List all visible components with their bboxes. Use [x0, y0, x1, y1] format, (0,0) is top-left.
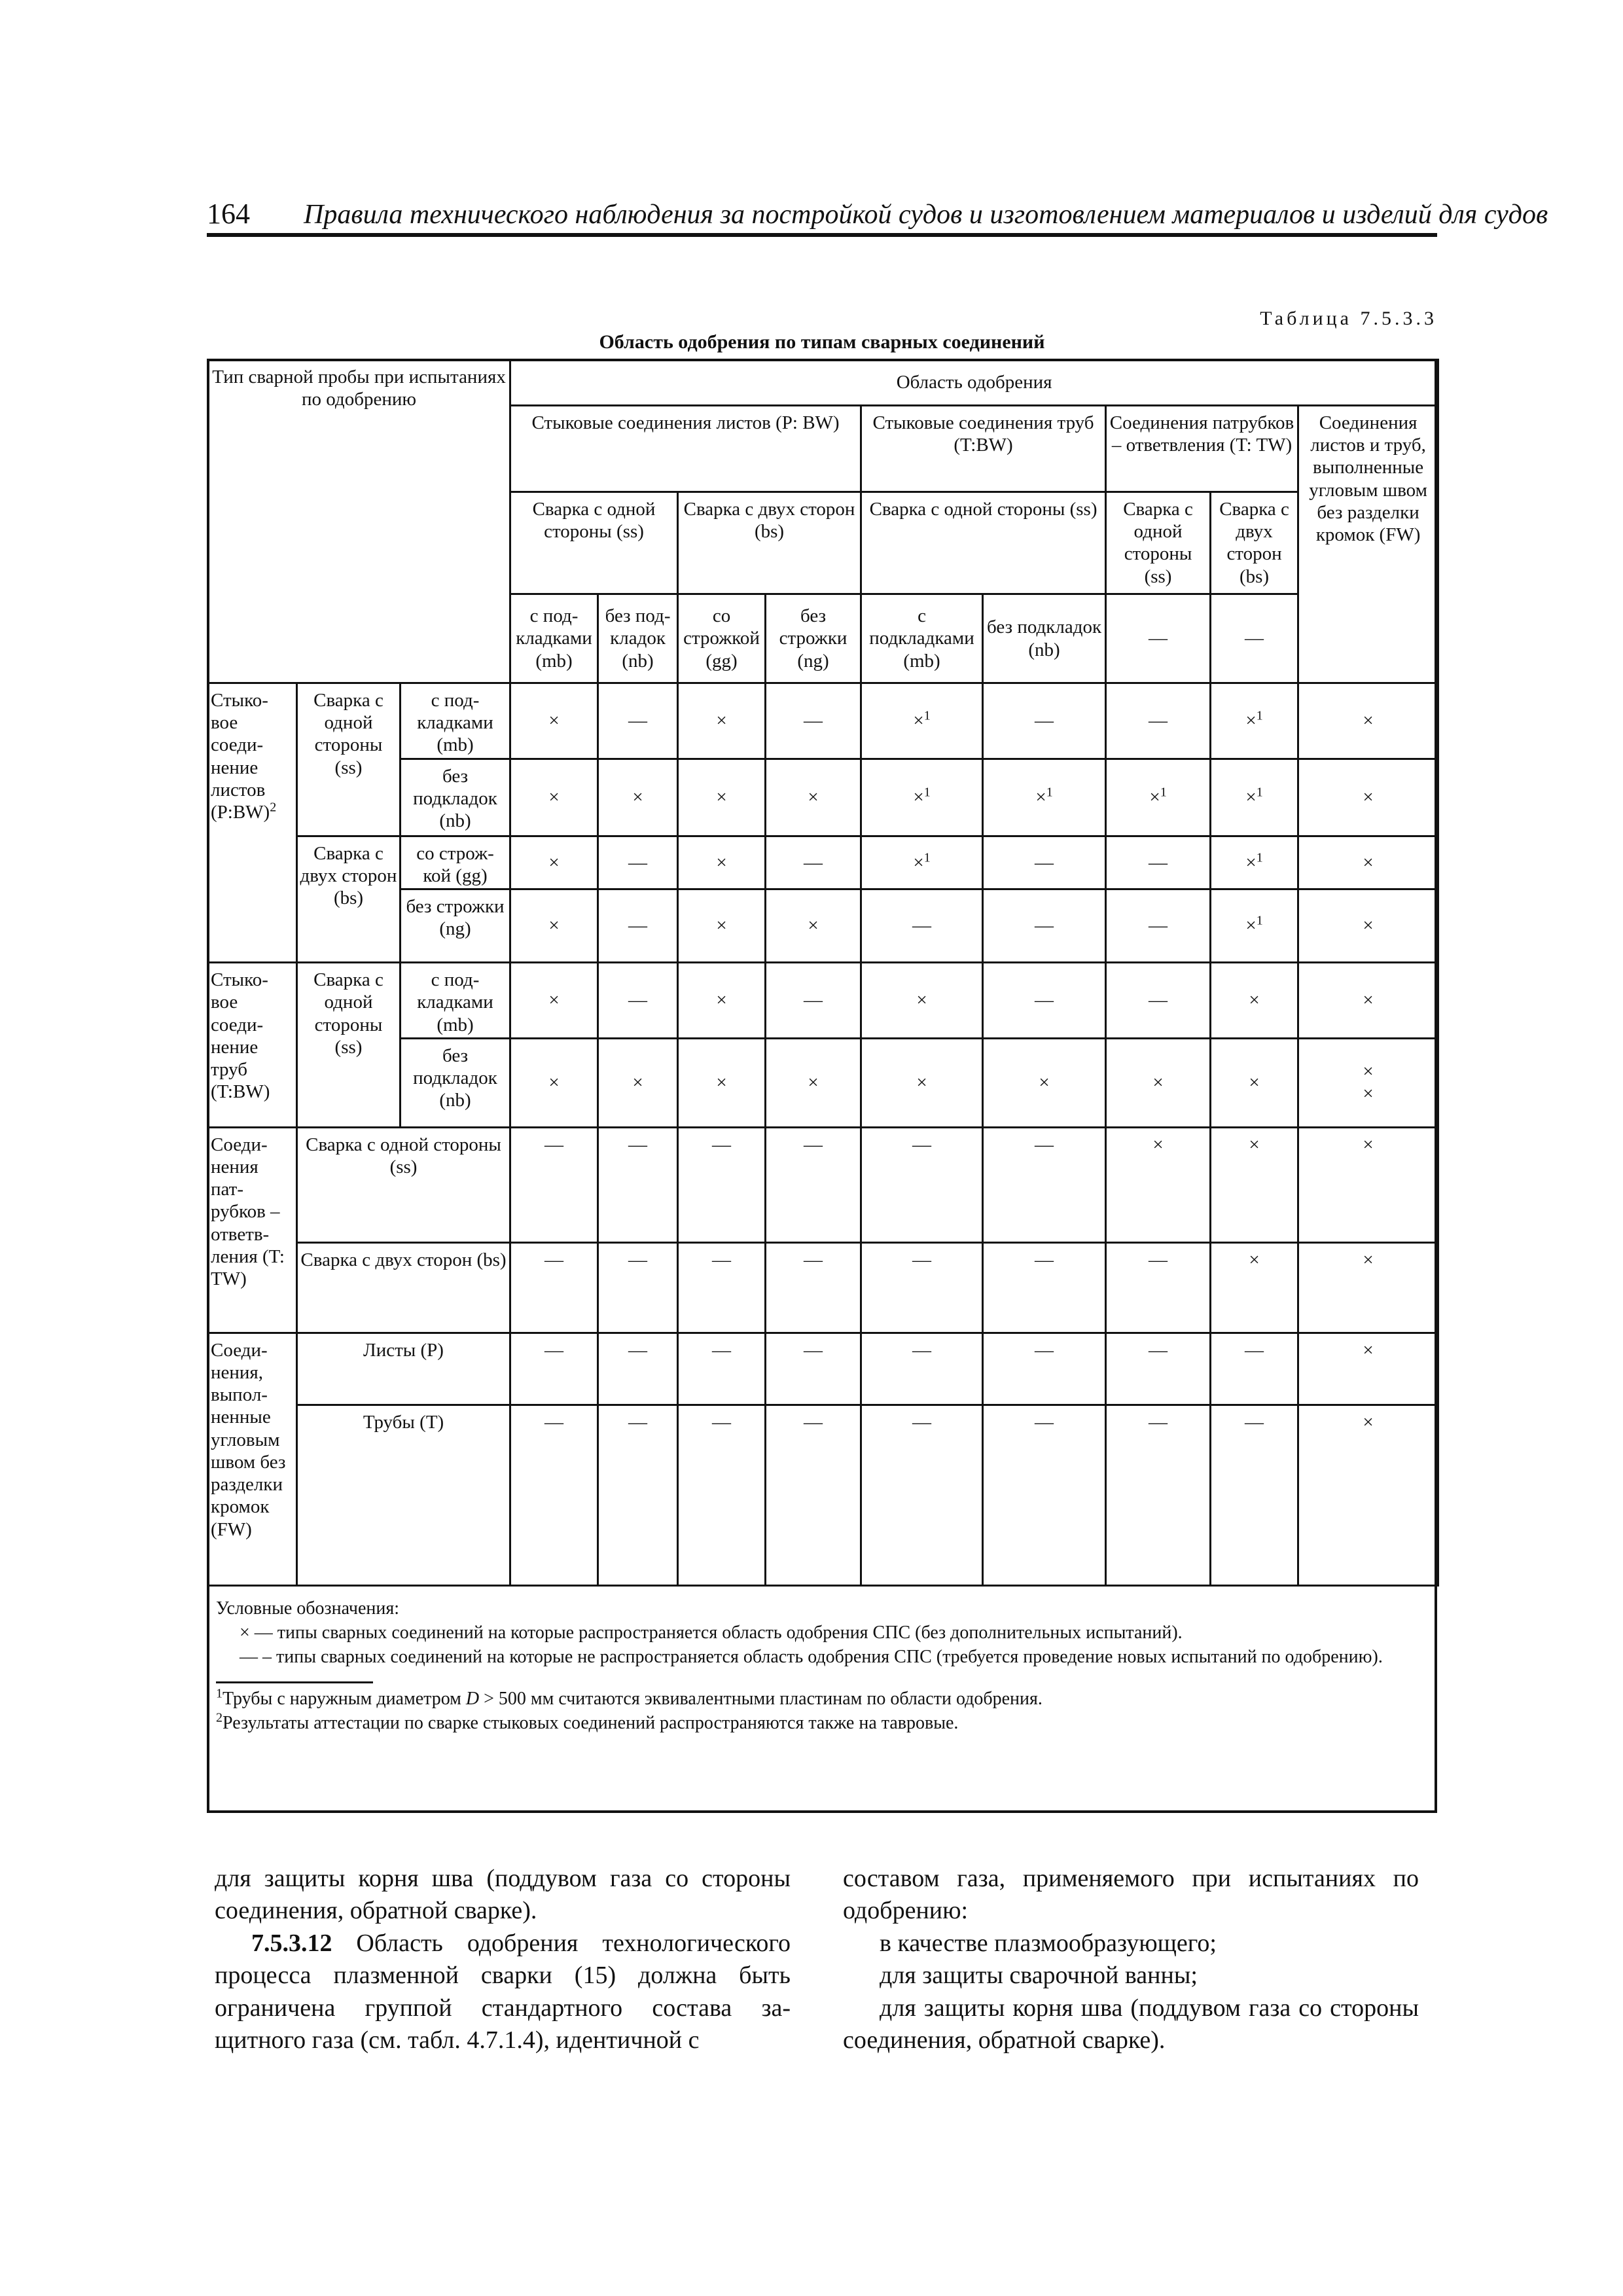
footnote-ref: 1 — [1160, 785, 1167, 800]
cell-mark: × — [632, 1072, 643, 1094]
table-cell — [766, 1038, 861, 1127]
cell-mark: × — [808, 787, 819, 808]
table-cell — [1106, 759, 1211, 836]
table-cell — [983, 963, 1106, 1039]
footnote-ref: 1 — [923, 708, 931, 723]
table-cell — [1298, 836, 1438, 889]
header-branch: Соединения патрубков – ответвления (T: TW) — [1106, 406, 1298, 492]
header-test-type: Тип сварной пробы при испытаниях по одобрению — [208, 360, 510, 683]
cell-mark: — — [1035, 1411, 1054, 1433]
cell-mark: × — [1363, 710, 1374, 732]
cell-mark: — — [1149, 710, 1168, 732]
header-ttw-bs-dash: — — [1211, 594, 1298, 683]
header-ss: Сварка с одной стороны (ss) — [510, 492, 678, 594]
table-cell — [861, 836, 983, 889]
table-cell — [678, 1405, 766, 1585]
cell-mark: × — [1249, 1249, 1260, 1270]
table-cell — [861, 1127, 983, 1242]
cell-mark: — — [804, 1339, 823, 1361]
table-cell — [598, 1127, 678, 1242]
sub-plates: Листы (P) — [297, 1333, 510, 1405]
table-cell — [510, 1405, 598, 1585]
table-cell — [861, 1038, 983, 1127]
footnote-rule — [216, 1681, 373, 1683]
cell-mark: — — [544, 1249, 564, 1270]
table-cell — [510, 889, 598, 963]
table-cell — [861, 889, 983, 963]
footnote-ref: 1 — [1256, 850, 1263, 865]
header-plate-butt: Стыковые соединения листов (P: BW) — [510, 406, 861, 492]
table-cell — [1298, 759, 1438, 836]
table-cell — [598, 759, 678, 836]
cell-mark: × — [1149, 787, 1160, 808]
cell-mark: × — [1363, 1061, 1374, 1083]
cell-mark: — — [804, 1411, 823, 1433]
table-cell — [1298, 889, 1438, 963]
cell-mark: — — [712, 1339, 732, 1361]
cell-mark: × — [1039, 1072, 1050, 1094]
table-cell — [983, 1333, 1106, 1405]
table-cell — [766, 1242, 861, 1333]
cell-mark: — — [1149, 915, 1168, 937]
sub-tnb: без подкладок (nb) — [401, 1038, 510, 1127]
header-tbw-ss: Сварка с одной стороны (ss) — [861, 492, 1106, 594]
cell-mark: × — [548, 787, 560, 808]
sub-tss: Сварка с одной стороны (ss) — [297, 963, 401, 1128]
table-cell — [1106, 889, 1211, 963]
cell-mark: × — [1363, 1134, 1374, 1155]
header-pipe-butt: Стыковые соединения труб (T:BW) — [861, 406, 1106, 492]
header-scope: Область одобрения — [510, 360, 1438, 406]
table-cell — [598, 683, 678, 759]
table-cell — [1106, 1405, 1211, 1585]
cell-mark: — — [1245, 1339, 1264, 1361]
table-cell — [1298, 1038, 1438, 1127]
sub-mb: с под- кладками (mb) — [401, 683, 510, 759]
header-tmb: с подкладками (mb) — [861, 594, 983, 683]
cell-mark: — — [804, 990, 823, 1011]
cell-mark: — — [628, 1411, 648, 1433]
table-cell — [510, 1333, 598, 1405]
sub-ng: без строжки (ng) — [401, 889, 510, 963]
cell-mark: × — [808, 1072, 819, 1094]
group-fillet: Соеди- нения, выпол- ненные угловым швом без разделки кромок (FW) — [208, 1333, 297, 1585]
legend-cross: × — типы сварных соединений на которые распространяется область одобрения СПС (без дополнительных испытаний). — [240, 1622, 1183, 1643]
cell-mark: — — [628, 1249, 648, 1270]
table-cell — [1298, 1405, 1438, 1585]
table-cell — [1106, 683, 1211, 759]
cell-mark: × — [548, 710, 560, 732]
header-nb: без под- кладок (nb) — [598, 594, 678, 683]
cell-mark: × — [716, 915, 727, 937]
table-cell — [861, 1333, 983, 1405]
group-plate-butt: Стыко- вое соеди- нение листов (P:BW)$^2$ — [208, 683, 297, 963]
group-pipe-butt: Стыко- вое соеди- нение труб (T:BW) — [208, 963, 297, 1128]
cell-mark: × — [548, 915, 560, 937]
sub-gg: со строж- кой (gg) — [401, 836, 510, 889]
footnote-ref: 1 — [1046, 785, 1053, 800]
footnote-ref: 1 — [923, 850, 931, 865]
approval-table — [207, 359, 1439, 1587]
cell-mark: × — [1245, 787, 1257, 808]
cell-mark: — — [712, 1411, 732, 1433]
table-cell — [510, 836, 598, 889]
group-branch: Соеди- нения пат- рубков – ответв- ления (T: TW) — [208, 1127, 297, 1333]
paragraph: для защиты сварочной ванны; — [880, 1962, 1198, 1990]
cell-mark: × — [716, 710, 727, 732]
footnote-ref: 1 — [1256, 708, 1263, 723]
paragraph-7-5-3-12: 7.5.3.12 Область одобрения технологического процесса плазменной сварки (15) должна быть ограничена группой стандартного состава за- щитного газа (см. табл. 4.7.1.4), идентичной с — [215, 1929, 791, 2054]
table-cell — [1106, 1333, 1211, 1405]
cell-mark: — — [628, 1339, 648, 1361]
table-cell — [1298, 963, 1438, 1039]
cell-mark: — — [1149, 852, 1168, 873]
table-cell — [678, 759, 766, 836]
table-cell — [598, 963, 678, 1039]
table-cell — [983, 683, 1106, 759]
sub-ttw-bs: Сварка с двух сторон (bs) — [297, 1242, 510, 1333]
table-cell — [766, 1405, 861, 1585]
cell-mark: × — [1249, 990, 1260, 1011]
body-column-left — [215, 1863, 791, 2056]
cell-mark: — — [628, 710, 648, 732]
sub-ttw-ss: Сварка с одной стороны (ss) — [297, 1127, 510, 1242]
footnote-ref: 1 — [1256, 785, 1263, 800]
cell-mark: × — [548, 1072, 560, 1094]
table-cell — [983, 1127, 1106, 1242]
paragraph: для защиты корня шва (поддувом газа со стороны соединения, обратной сварке). — [215, 1865, 791, 1925]
table-cell — [678, 963, 766, 1039]
table-cell — [766, 1127, 861, 1242]
cell-mark: — — [912, 1339, 932, 1361]
cell-mark: × — [916, 1072, 927, 1094]
table-cell — [983, 1038, 1106, 1127]
table-cell — [861, 759, 983, 836]
table-cell — [983, 889, 1106, 963]
cell-mark: — — [1035, 915, 1054, 937]
table-cell — [1106, 963, 1211, 1039]
table-cell — [983, 1405, 1106, 1585]
table-cell — [766, 889, 861, 963]
cell-mark: × — [913, 710, 924, 732]
sub-ss: Сварка с одной стороны (ss) — [297, 683, 401, 836]
sub-tmb: с под- кладками (mb) — [401, 963, 510, 1039]
cell-mark: × — [548, 852, 560, 873]
footnote-1: $^1$Трубы с наружным диаметром D > 500 мм считаются эквивалентными пластинам по области одобрения. — [216, 1686, 1043, 1709]
cell-mark: × — [913, 787, 924, 808]
cell-mark: — — [1035, 1339, 1054, 1361]
table-cell — [598, 1405, 678, 1585]
cell-mark: × — [1249, 1072, 1260, 1094]
table-cell — [1211, 836, 1298, 889]
cell-mark: × — [716, 787, 727, 808]
cell-mark: — — [712, 1249, 732, 1270]
cell-mark: — — [1149, 1339, 1168, 1361]
cell-mark: — — [628, 852, 648, 873]
cell-mark: × — [913, 852, 924, 873]
table-cell — [766, 1333, 861, 1405]
cell-mark: × — [1245, 915, 1257, 937]
table-cell — [1211, 759, 1298, 836]
page-header — [207, 196, 1548, 237]
cell-mark: — — [1149, 1249, 1168, 1270]
table-cell — [861, 683, 983, 759]
table-cell — [1298, 1242, 1438, 1333]
table-label: Таблица 7.5.3.3 — [1260, 308, 1437, 329]
cell-mark: — — [1149, 1411, 1168, 1433]
table-cell — [983, 1242, 1106, 1333]
cell-mark: × — [1363, 1411, 1374, 1433]
table-cell — [1211, 1127, 1298, 1242]
table-cell — [766, 963, 861, 1039]
header-ttw-ss-dash: — — [1106, 594, 1211, 683]
table-cell — [1106, 836, 1211, 889]
cell-mark: — — [804, 1134, 823, 1155]
footnote-ref: 1 — [1256, 913, 1263, 928]
cell-mark: × — [1245, 710, 1257, 732]
table-cell — [678, 683, 766, 759]
table-cell — [861, 963, 983, 1039]
table-cell — [983, 759, 1106, 836]
cell-mark: × — [716, 990, 727, 1011]
cell-mark: × — [1035, 787, 1046, 808]
cell-mark: — — [1035, 852, 1054, 873]
table-cell — [1211, 1038, 1298, 1127]
cell-mark: — — [1245, 1411, 1264, 1433]
cell-mark: — — [912, 1134, 932, 1155]
table-cell — [510, 963, 598, 1039]
paragraph: в качестве плазмообразующего; — [880, 1929, 1217, 1957]
table-cell — [1298, 1333, 1438, 1405]
table-cell — [766, 759, 861, 836]
header-gg: со строжкой (gg) — [678, 594, 766, 683]
table-cell — [766, 683, 861, 759]
table-cell — [678, 1242, 766, 1333]
cell-mark: — — [628, 1134, 648, 1155]
cell-mark: — — [912, 915, 932, 937]
cell-mark: × — [716, 1072, 727, 1094]
table-cell — [1211, 963, 1298, 1039]
table-cell — [598, 889, 678, 963]
header-ng: без строжки (ng) — [766, 594, 861, 683]
table-cell — [1211, 889, 1298, 963]
cell-mark-extra: × — [1363, 1083, 1374, 1105]
table-cell — [510, 683, 598, 759]
cell-mark: — — [628, 915, 648, 937]
cell-mark: × — [1152, 1134, 1164, 1155]
table-cell — [983, 836, 1106, 889]
cell-mark: × — [1363, 787, 1374, 808]
table-cell — [510, 759, 598, 836]
table-legend — [207, 1590, 1437, 1813]
paragraph: для защиты корня шва (поддувом газа со стороны соединения, обратной сварке). — [843, 1994, 1419, 2054]
table-cell — [678, 1333, 766, 1405]
header-fillet: Соединения листов и труб, выполненные угловым швом без разделки кромок (FW) — [1298, 406, 1438, 683]
table-cell — [1211, 1242, 1298, 1333]
table-cell — [678, 1127, 766, 1242]
cell-mark: — — [1035, 990, 1054, 1011]
sub-nb: без подкладок (nb) — [401, 759, 510, 836]
table-cell — [678, 889, 766, 963]
header-mb: с под- кладками (mb) — [510, 594, 598, 683]
table-cell — [510, 1242, 598, 1333]
cell-mark: — — [544, 1411, 564, 1433]
cell-mark: — — [804, 710, 823, 732]
cell-mark: — — [1035, 1249, 1054, 1270]
header-ttw-bs: Сварка с двух сторон (bs) — [1211, 492, 1298, 594]
cell-mark: × — [632, 787, 643, 808]
table-cell — [598, 836, 678, 889]
cell-mark: × — [916, 990, 927, 1011]
footnote-ref: 1 — [923, 785, 931, 800]
cell-mark: — — [1035, 710, 1054, 732]
running-title: Правила технического наблюдения за постройкой судов и изготовлением материалов и изделий для судов — [304, 200, 1548, 230]
cell-mark: — — [1149, 990, 1168, 1011]
cell-mark: × — [1245, 852, 1257, 873]
table-cell — [598, 1333, 678, 1405]
table-cell — [510, 1038, 598, 1127]
legend-dash: — – типы сварных соединений на которые не распространяется область одобрения СПС (требуется проведение новых испытаний по одобрению). — [240, 1646, 1383, 1667]
sub-bs: Сварка с двух сторон (bs) — [297, 836, 401, 962]
table-cell — [766, 836, 861, 889]
cell-mark: — — [912, 1249, 932, 1270]
cell-mark: — — [804, 852, 823, 873]
cell-mark: × — [1363, 1249, 1374, 1270]
cell-mark: × — [1363, 1339, 1374, 1361]
table-cell — [1211, 683, 1298, 759]
paragraph: составом газа, применяемого при испытаниях по одобрению: — [843, 1865, 1419, 1925]
cell-mark: — — [712, 1134, 732, 1155]
table-cell — [1298, 1127, 1438, 1242]
cell-mark: — — [804, 1249, 823, 1270]
table-cell — [678, 836, 766, 889]
table-cell — [510, 1127, 598, 1242]
cell-mark: — — [544, 1134, 564, 1155]
cell-mark: × — [548, 990, 560, 1011]
cell-mark: — — [1035, 1134, 1054, 1155]
footnote-2: $^2$Результаты аттестации по сварке стыковых соединений распространяются также на тавровые. — [216, 1710, 959, 1733]
table-cell — [1298, 683, 1438, 759]
cell-mark: — — [544, 1339, 564, 1361]
cell-mark: — — [628, 990, 648, 1011]
table-cell — [861, 1242, 983, 1333]
table-cell — [861, 1405, 983, 1585]
table-cell — [598, 1242, 678, 1333]
page-number: 164 — [207, 198, 250, 230]
table-cell — [1106, 1127, 1211, 1242]
cell-mark: × — [808, 915, 819, 937]
header-tnb: без подкладок (nb) — [983, 594, 1106, 683]
cell-mark: × — [716, 852, 727, 873]
table-cell — [1211, 1405, 1298, 1585]
table-cell — [1211, 1333, 1298, 1405]
sub-pipes: Трубы (T) — [297, 1405, 510, 1585]
cell-mark: × — [1363, 990, 1374, 1011]
cell-mark: × — [1249, 1134, 1260, 1155]
header-ttw-ss: Сварка с одной стороны (ss) — [1106, 492, 1211, 594]
legend-title: Условные обозначения: — [216, 1598, 400, 1619]
table-cell — [678, 1038, 766, 1127]
table-caption: Область одобрения по типам сварных соединений — [599, 331, 1045, 353]
cell-mark: × — [1152, 1072, 1164, 1094]
cell-mark: — — [912, 1411, 932, 1433]
header-bs: Сварка с двух сторон (bs) — [678, 492, 861, 594]
body-column-right — [843, 1863, 1419, 2056]
table-cell — [1106, 1242, 1211, 1333]
cell-mark: × — [1363, 915, 1374, 937]
table-cell — [598, 1038, 678, 1127]
table-cell — [1106, 1038, 1211, 1127]
cell-mark: × — [1363, 852, 1374, 873]
